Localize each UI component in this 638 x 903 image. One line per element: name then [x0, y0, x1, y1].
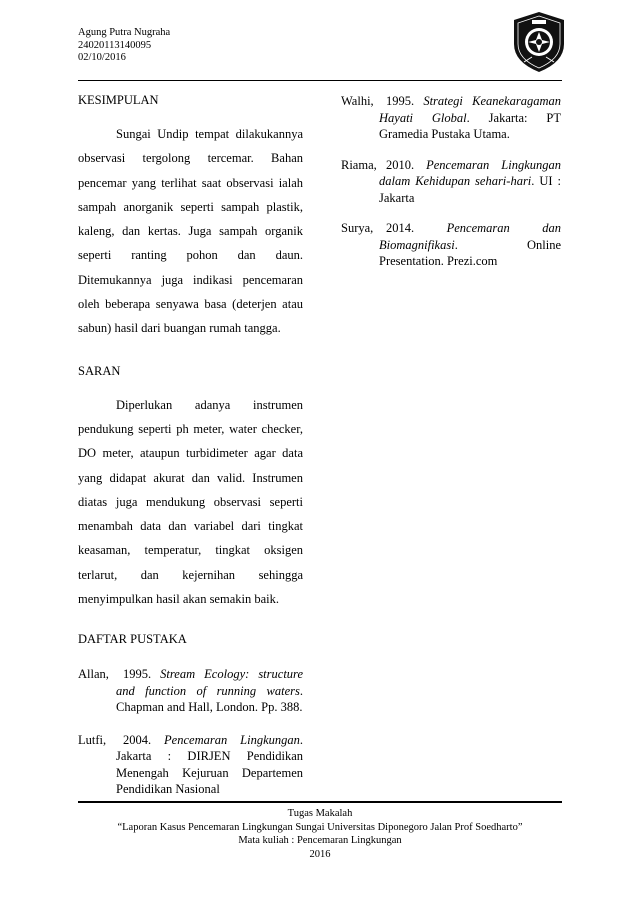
- reference-title: Stream Ecology: structure and function of running waters: [116, 667, 303, 698]
- reference-item: [78, 732, 303, 798]
- reference-author: Allan,: [78, 667, 109, 682]
- footer-line-1: Tugas Makalah: [287, 808, 353, 819]
- reference-year: 2004.: [123, 732, 152, 747]
- footer-line-2: “Laporan Kasus Pencemaran Lingkungan Sungai Universitas Diponegoro Jalan Prof Soedharto”: [117, 821, 523, 833]
- reference-year: 1995.: [123, 667, 152, 682]
- saran-text: Diperlukan adanya instrumen pendukung seperti ph meter, water checker, DO meter, ataupun turbidimeter agar data yang didapat akurat dan valid. Instrumen diatas juga mendukung observasi seperti menambah data dan variabel dari tingkat keasaman, temperatur, tingkat oksigen terlarut, dan kejernihan sehingga menyimpulkan hasil akan semakin baik.: [78, 397, 303, 607]
- footer-line-3: Mata kuliah : Pencemaran Lingkungan: [238, 835, 402, 846]
- student-id: 24020113140095: [78, 39, 152, 51]
- footer-divider: [78, 801, 562, 803]
- reference-item: [341, 157, 561, 207]
- reference-author: Surya,: [341, 221, 374, 235]
- reference-publisher: . UI : Jakarta: [379, 174, 561, 205]
- reference-author: Walhi,: [341, 94, 374, 108]
- page-footer: [78, 807, 562, 861]
- right-column: [341, 93, 561, 270]
- kesimpulan-text: Sungai Undip tempat dilakukannya observasi tergolong tercemar. Bahan pencemar yang terlihat saat observasi ialah sampah anorganik seperti sampah plastik, kaleng, dan kertas. Juga sampah organik seperti ranting pohon dan daun. Ditemukannya juga indikasi pencemaran oleh beberapa senyawa basa (deterjen atau sabun) hasil dari buangan rumah tangga.: [78, 127, 303, 336]
- reference-title: Pencemaran Lingkungan: [164, 732, 300, 747]
- reference-publisher: . Jakarta: PT Gramedia Pustaka Utama.: [379, 110, 561, 141]
- page-header: [78, 27, 170, 65]
- saran-paragraph: [78, 393, 303, 612]
- header-date: 02/10/2016: [78, 52, 126, 63]
- reference-year: 2010.: [386, 157, 415, 172]
- reference-year: 1995.: [386, 94, 415, 108]
- daftar-pustaka-heading: DAFTAR PUSTAKA: [78, 632, 187, 647]
- kesimpulan-heading: KESIMPULAN: [78, 93, 159, 107]
- reference-title: Pencemaran dan Biomagnifikasi: [379, 221, 562, 252]
- reference-author: Lutfi,: [78, 732, 107, 747]
- reference-publisher: . Chapman and Hall, London. Pp. 388.: [116, 683, 303, 715]
- reference-title: Pencemaran Lingkungan dalam Kehidupan sehari-hari: [379, 157, 561, 188]
- author-name: Agung Putra Nugraha: [78, 27, 171, 38]
- reference-title: Strategi Keanekaragaman Hayati Global: [379, 94, 561, 125]
- left-column: [78, 93, 303, 798]
- kesimpulan-paragraph: [78, 122, 303, 341]
- footer-line-4: 2016: [309, 848, 331, 860]
- reference-item: [78, 666, 303, 716]
- reference-item: [341, 220, 561, 270]
- header-divider: [78, 80, 562, 81]
- reference-publisher: . Online Presentation. Prezi.com: [379, 237, 561, 268]
- saran-heading: SARAN: [78, 363, 121, 378]
- university-seal-icon: [510, 10, 568, 74]
- reference-item: [341, 93, 561, 143]
- reference-publisher: . Jakarta : DIRJEN Pendidikan Menengah Kejuruan Departemen Pendidikan Nasional: [116, 732, 303, 797]
- reference-author: Riama,: [341, 157, 377, 172]
- reference-year: 2014.: [386, 221, 415, 235]
